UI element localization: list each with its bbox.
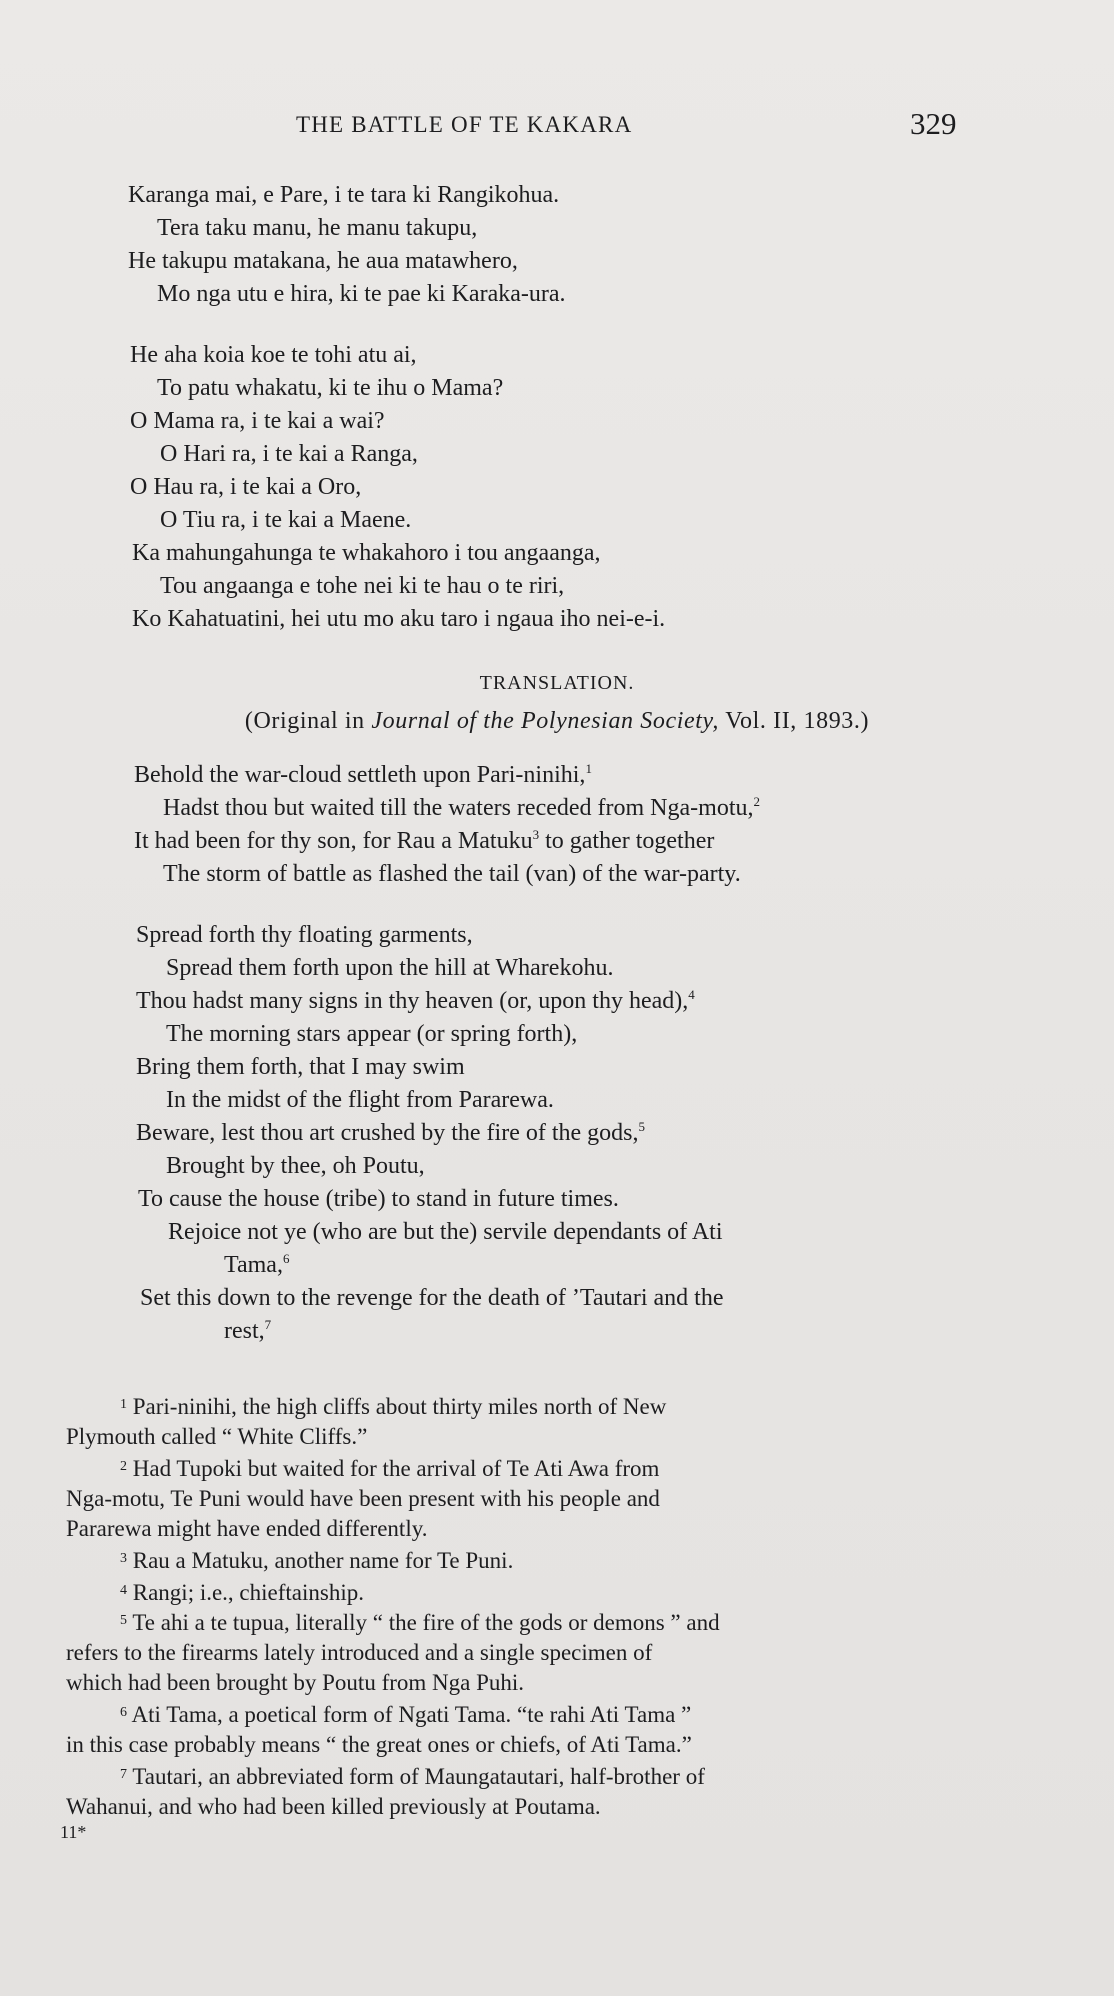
source-suffix: Vol. II, 1893.) bbox=[719, 708, 870, 734]
verse-line bbox=[134, 826, 714, 856]
verse-line: In the midst of the flight from Pararewa. bbox=[166, 1087, 554, 1113]
verse-line bbox=[163, 793, 760, 823]
footnote-line: refers to the firearms lately introduced and a single specimen of bbox=[66, 1640, 653, 1665]
verse-text: Tama, bbox=[224, 1252, 283, 1278]
verse-line: Brought by thee, oh Poutu, bbox=[166, 1153, 425, 1179]
source-prefix: (Original in bbox=[244, 708, 372, 734]
footnote-line: Pararewa might have ended differently. bbox=[66, 1516, 428, 1541]
footnote-number: 3 bbox=[120, 1551, 127, 1566]
footnote-number: 6 bbox=[120, 1705, 127, 1720]
footnote bbox=[120, 1762, 705, 1792]
translation-heading: TRANSLATION. bbox=[479, 672, 635, 694]
footnote-text: Ati Tama, a poetical form of Ngati Tama. “te rahi Ati Tama ” bbox=[131, 1702, 692, 1727]
footnote-text: Rau a Matuku, another name for Te Puni. bbox=[132, 1548, 514, 1573]
footnote-ref: 2 bbox=[753, 794, 760, 809]
verse-text: Beware, lest thou art crushed by the fire of the gods, bbox=[136, 1120, 639, 1146]
page-header bbox=[0, 106, 1114, 146]
verse-line: O Mama ra, i te kai a wai? bbox=[130, 408, 385, 434]
footnote-text: Had Tupoki but waited for the arrival of Te Ati Awa from bbox=[132, 1456, 660, 1481]
verse-text: Hadst thou but waited till the waters receded from Nga-motu, bbox=[163, 795, 754, 821]
verse-line: The morning stars appear (or spring forth), bbox=[166, 1021, 578, 1047]
footnote bbox=[120, 1546, 513, 1576]
verse-line bbox=[224, 1316, 271, 1346]
verse-line: To patu whakatu, ki te ihu o Mama? bbox=[157, 375, 504, 401]
footnote-text: Pari-ninihi, the high cliffs about thirty miles north of New bbox=[132, 1394, 667, 1419]
verse-text: Behold the war-cloud settleth upon Pari-ninihi, bbox=[134, 762, 586, 788]
verse-line: Ka mahungahunga te whakahoro i tou angaanga, bbox=[132, 540, 601, 566]
footnote-number: 4 bbox=[120, 1583, 127, 1598]
footnote bbox=[120, 1454, 659, 1484]
footnote-number: 5 bbox=[120, 1613, 127, 1628]
verse-text: rest, bbox=[224, 1318, 265, 1344]
verse-text-after: to gather together bbox=[539, 828, 715, 854]
verse-line: The storm of battle as flashed the tail (van) of the war-party. bbox=[163, 861, 741, 887]
verse-text: Thou hadst many signs in thy heaven (or, upon thy head), bbox=[136, 988, 689, 1014]
footnote-ref: 1 bbox=[585, 761, 592, 776]
footnote-text: Te ahi a te tupua, literally “ the fire of the gods or demons ” and bbox=[132, 1610, 720, 1635]
footnote-number: 7 bbox=[120, 1767, 127, 1782]
signature-mark: 11* bbox=[60, 1822, 87, 1842]
verse-text: It had been for thy son, for Rau a Matuku bbox=[134, 828, 533, 854]
footnote-ref: 3 bbox=[532, 827, 540, 842]
footnote-ref: 4 bbox=[688, 987, 695, 1002]
verse-line: O Hau ra, i te kai a Oro, bbox=[130, 474, 362, 500]
verse-line: He takupu matakana, he aua matawhero, bbox=[128, 248, 518, 274]
verse-line: Tera taku manu, he manu takupu, bbox=[157, 215, 478, 241]
footnote-text: Tautari, an abbreviated form of Maungatautari, half-brother of bbox=[132, 1764, 705, 1789]
verse-line bbox=[224, 1250, 289, 1280]
verse-line: O Hari ra, i te kai a Ranga, bbox=[160, 441, 418, 467]
verse-line: Spread forth thy floating garments, bbox=[136, 922, 473, 948]
footnote bbox=[120, 1578, 364, 1608]
footnote-line: Nga-motu, Te Puni would have been present with his people and bbox=[66, 1486, 660, 1511]
verse-line: Ko Kahatuatini, hei utu mo aku taro i ngaua iho nei-e-i. bbox=[132, 606, 666, 632]
verse-line: Spread them forth upon the hill at Wharekohu. bbox=[166, 955, 614, 981]
verse-line bbox=[136, 1118, 645, 1148]
footnote-ref: 5 bbox=[638, 1119, 646, 1134]
verse-line: Set this down to the revenge for the death of ’Tautari and the bbox=[140, 1285, 724, 1311]
verse-line: Rejoice not ye (who are but the) servile dependants of Ati bbox=[168, 1219, 723, 1245]
translation-source bbox=[0, 708, 1114, 735]
verse-line: To cause the house (tribe) to stand in future times. bbox=[138, 1186, 619, 1212]
footnote-number: 2 bbox=[120, 1459, 127, 1474]
footnote bbox=[120, 1608, 720, 1638]
footnote-line: Plymouth called “ White Cliffs.” bbox=[66, 1424, 368, 1449]
source-journal: Journal of the Polynesian Society, bbox=[371, 708, 720, 734]
verse-line bbox=[134, 760, 592, 790]
footnote-line: in this case probably means “ the great ones or chiefs, of Ati Tama.” bbox=[66, 1732, 692, 1757]
footnote-ref: 7 bbox=[264, 1317, 272, 1332]
footnote bbox=[120, 1700, 691, 1730]
footnote-line: which had been brought by Poutu from Nga Puhi. bbox=[66, 1670, 525, 1695]
verse-line: O Tiu ra, i te kai a Maene. bbox=[160, 507, 412, 533]
footnote-ref: 6 bbox=[282, 1251, 290, 1266]
footnote-line: Wahanui, and who had been killed previously at Poutama. bbox=[66, 1794, 601, 1819]
footnote-number: 1 bbox=[120, 1397, 127, 1412]
verse-line: Bring them forth, that I may swim bbox=[136, 1054, 465, 1080]
verse-line: He aha koia koe te tohi atu ai, bbox=[130, 342, 417, 368]
running-title: THE BATTLE OF TE KAKARA bbox=[296, 112, 633, 137]
verse-line: Karanga mai, e Pare, i te tara ki Rangikohua. bbox=[128, 182, 560, 208]
verse-line: Tou angaanga e tohe nei ki te hau o te riri, bbox=[160, 573, 565, 599]
verse-line bbox=[136, 986, 695, 1016]
footnote-text: Rangi; i.e., chieftainship. bbox=[132, 1580, 364, 1605]
verse-line: Mo nga utu e hira, ki te pae ki Karaka-ura. bbox=[157, 281, 566, 307]
footnote bbox=[120, 1392, 666, 1422]
page-number: 329 bbox=[910, 106, 957, 141]
